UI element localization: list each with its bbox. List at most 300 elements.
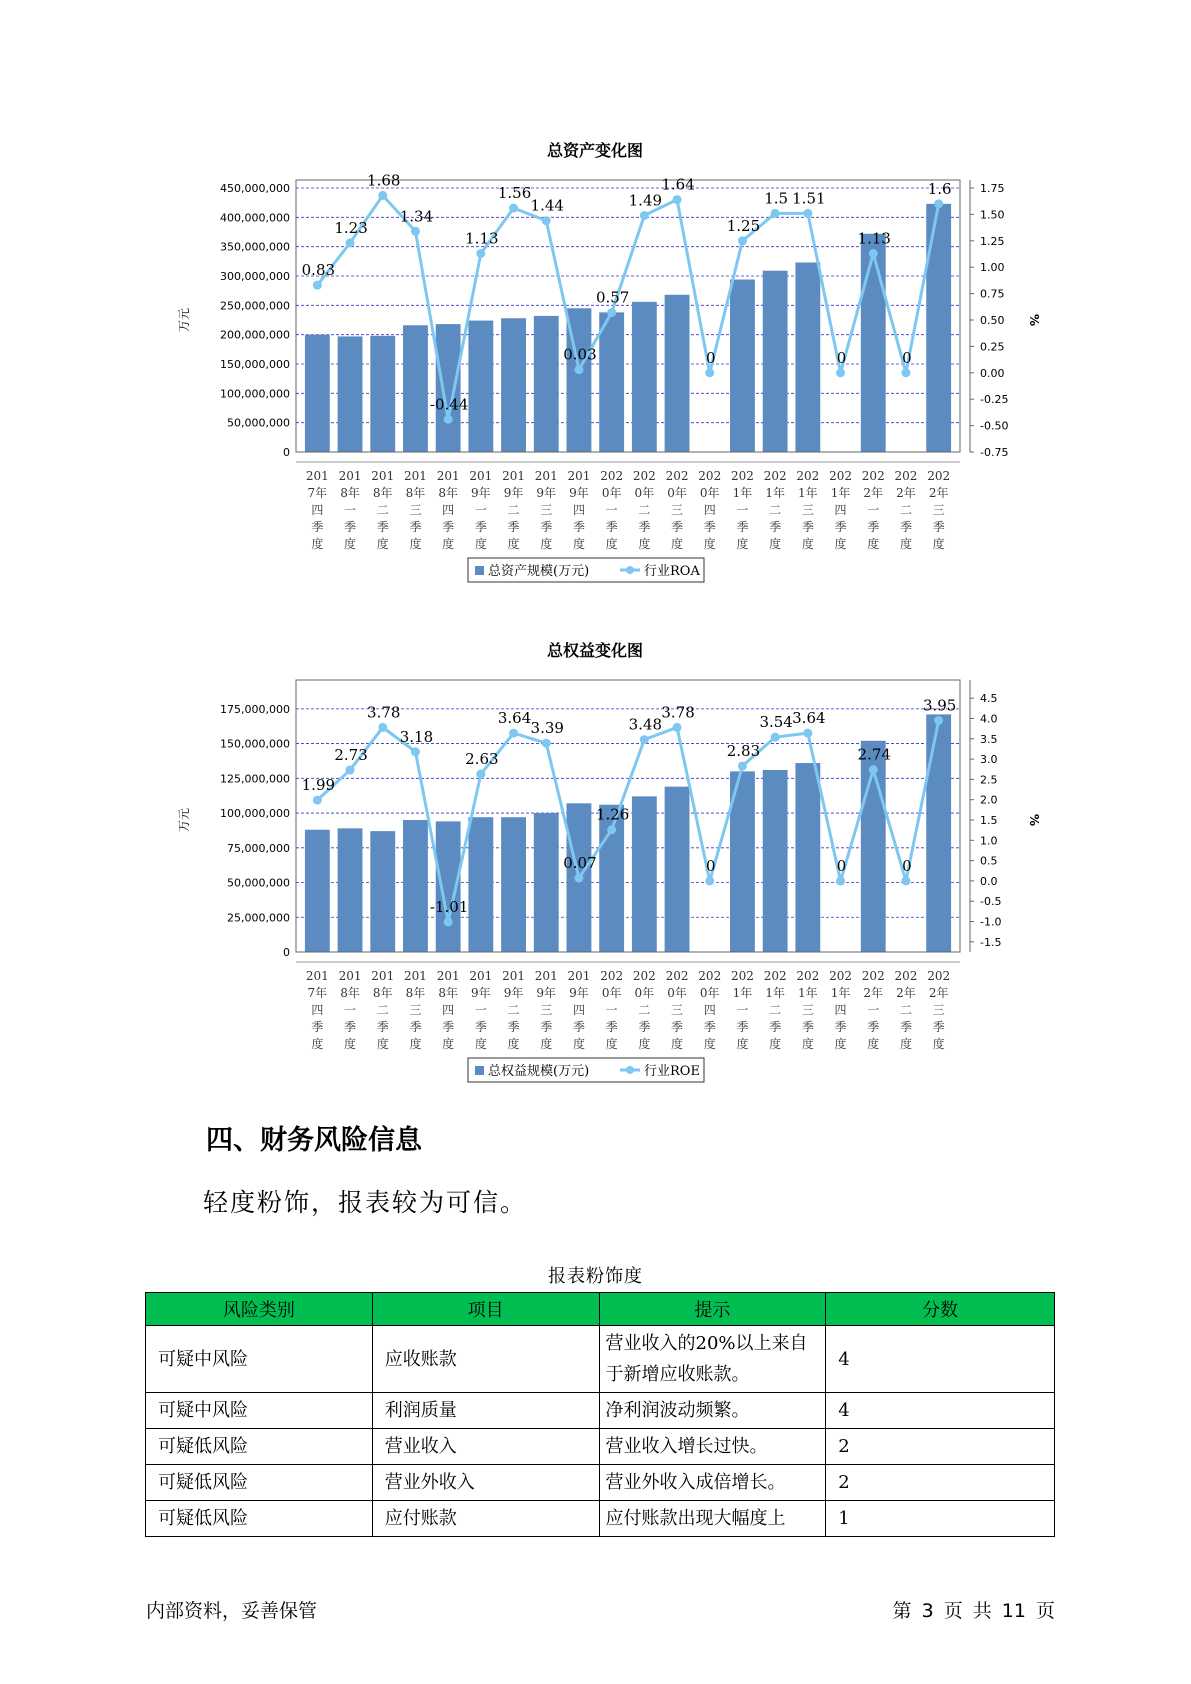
x-tick-label: 201 (534, 969, 558, 983)
table-row (146, 1393, 1055, 1429)
data-label: 0.03 (563, 345, 597, 364)
y-tick-label: 175,000,000 (220, 702, 290, 716)
x-tick-label: 季 (703, 1020, 716, 1034)
line-point (836, 876, 845, 885)
bar (795, 263, 820, 452)
x-tick-label: 季 (638, 1020, 651, 1034)
line-point (607, 308, 616, 317)
x-tick-label: 度 (376, 1037, 389, 1051)
line-point (509, 729, 518, 738)
header-score: 分数 (826, 1293, 1055, 1326)
data-label: 3.64 (497, 709, 532, 728)
data-label: 1.6 (927, 179, 952, 198)
item-cell: 营业外收入 (372, 1465, 599, 1501)
x-tick-label: 度 (801, 537, 814, 551)
y-tick-label: 250,000,000 (220, 299, 290, 313)
data-label: 3.78 (661, 703, 695, 722)
score-cell: 4 (826, 1393, 1055, 1429)
hint-cell: 营业外收入成倍增长。 (599, 1465, 826, 1501)
line-point (574, 365, 583, 374)
legend-line-marker (626, 1066, 634, 1074)
x-tick-label: 0年 (601, 486, 622, 500)
x-tick-label: 季 (736, 1020, 749, 1034)
x-tick-label: 季 (899, 520, 912, 534)
line-point (378, 191, 387, 200)
data-label: 3.18 (399, 727, 434, 746)
x-tick-label: 8年 (372, 486, 393, 500)
x-tick-label: 度 (671, 1037, 684, 1051)
x-tick-label: 1年 (798, 486, 818, 500)
line-point (313, 796, 322, 805)
x-tick-label: 9年 (536, 986, 557, 1000)
x-tick-label: 季 (409, 1020, 422, 1034)
x-tick-label: 1年 (830, 486, 851, 500)
x-tick-label: 1年 (765, 486, 785, 500)
x-tick-label: 季 (572, 1020, 585, 1034)
item-cell: 应收账款 (372, 1326, 599, 1393)
x-tick-label: 季 (605, 520, 618, 534)
x-tick-label: 四 (442, 1003, 455, 1017)
y2-tick-label: 4.5 (980, 692, 998, 706)
data-label: 0 (902, 856, 912, 875)
x-tick-label: 三 (409, 503, 422, 517)
x-tick-label: 201 (469, 469, 493, 483)
x-tick-label: 2年 (928, 986, 949, 1000)
risk-category-cell: 可疑低风险 (146, 1465, 373, 1501)
bar (665, 787, 690, 952)
line-point (607, 825, 616, 834)
x-tick-label: 四 (834, 503, 847, 517)
line-point (444, 917, 453, 926)
x-tick-label: 季 (605, 1020, 618, 1034)
bar (861, 234, 886, 452)
x-tick-label: 度 (703, 537, 716, 551)
x-tick-label: 度 (671, 537, 684, 551)
line-point (346, 238, 355, 247)
bar (501, 318, 526, 452)
bar (730, 280, 755, 452)
data-label: 3.54 (759, 713, 793, 732)
x-tick-label: 202 (698, 469, 722, 483)
x-tick-label: 202 (829, 469, 853, 483)
x-tick-label: 季 (834, 520, 847, 534)
bar (665, 295, 690, 452)
x-tick-label: 202 (796, 969, 820, 983)
line-point (574, 874, 583, 883)
data-label: 2.73 (334, 746, 368, 765)
bar (305, 335, 330, 452)
x-tick-label: 202 (763, 469, 787, 483)
line-point (901, 876, 910, 885)
y2-tick-label: -1.0 (980, 915, 1002, 929)
y2-axis-label: % (1027, 813, 1041, 827)
x-tick-label: 201 (403, 469, 427, 483)
bar (338, 828, 363, 952)
x-tick-label: 度 (834, 1037, 847, 1051)
total-assets-chart (170, 140, 1070, 600)
bar (599, 312, 624, 452)
footer-confidential-note: 内部资料，妥善保管 (146, 1600, 318, 1622)
x-tick-label: 202 (861, 969, 885, 983)
legend-bar-swatch (475, 1066, 484, 1075)
x-tick-label: 季 (442, 520, 455, 534)
x-tick-label: 9年 (471, 486, 491, 500)
y2-tick-label: 2.5 (980, 773, 998, 787)
line-point (771, 733, 780, 742)
bar (403, 325, 428, 452)
y2-tick-label: 1.0 (980, 834, 998, 848)
x-tick-label: 三 (801, 503, 814, 517)
x-tick-label: 二 (376, 1003, 389, 1017)
x-tick-label: 201 (469, 969, 493, 983)
data-label: 1.68 (367, 171, 401, 190)
data-label: 1.23 (334, 218, 368, 237)
line-point (378, 723, 387, 732)
x-tick-label: 四 (442, 503, 455, 517)
x-tick-label: 202 (861, 469, 885, 483)
data-label: 3.39 (530, 719, 564, 738)
line-point (738, 761, 747, 770)
x-tick-label: 度 (507, 1037, 520, 1051)
line-point (934, 199, 943, 208)
bar (534, 813, 559, 952)
line-point (934, 716, 943, 725)
x-tick-label: 7年 (307, 986, 328, 1000)
x-tick-label: 一 (605, 1003, 618, 1017)
x-tick-label: 7年 (307, 486, 328, 500)
x-tick-label: 季 (671, 1020, 684, 1034)
item-cell: 营业收入 (372, 1429, 599, 1465)
line-point (803, 209, 812, 218)
x-tick-label: 季 (474, 1020, 487, 1034)
y2-tick-label: 0.25 (980, 340, 1005, 354)
bar (501, 817, 526, 952)
y-tick-label: 450,000,000 (220, 182, 290, 195)
data-label: 3.95 (922, 696, 957, 715)
hint-cell: 净利润波动频繁。 (599, 1393, 826, 1429)
y2-tick-label: -1.5 (980, 935, 1002, 949)
x-tick-label: 201 (338, 969, 362, 983)
data-label: 1.34 (399, 207, 434, 226)
x-tick-label: 二 (507, 503, 520, 517)
data-label: 0 (836, 856, 847, 875)
x-tick-label: 202 (698, 969, 722, 983)
x-tick-label: 四 (703, 503, 716, 517)
line-point (640, 211, 649, 220)
data-label: 1.5 (764, 189, 789, 208)
bar (763, 271, 788, 452)
risk-category-cell: 可疑低风险 (146, 1501, 373, 1537)
x-tick-label: 9年 (471, 986, 491, 1000)
score-cell: 4 (826, 1326, 1055, 1393)
x-tick-label: 度 (474, 537, 487, 551)
y-tick-label: 200,000,000 (220, 328, 290, 342)
x-tick-label: 8年 (438, 986, 458, 1000)
data-label: 1.99 (301, 776, 336, 795)
x-tick-label: 季 (311, 520, 324, 534)
x-tick-label: 季 (867, 1020, 880, 1034)
x-tick-label: 三 (671, 503, 684, 517)
data-label: 1.51 (792, 189, 826, 208)
score-cell: 2 (826, 1429, 1055, 1465)
y2-tick-label: 4.0 (980, 712, 998, 726)
bar (305, 830, 330, 952)
legend-bar-label: 总资产规模(万元) (488, 564, 590, 579)
legend-line-marker (626, 566, 634, 574)
table-row (146, 1465, 1055, 1501)
x-tick-label: 三 (540, 503, 553, 517)
x-tick-label: 202 (665, 469, 689, 483)
x-tick-label: 202 (763, 969, 787, 983)
x-tick-label: 1年 (732, 986, 753, 1000)
y2-tick-label: 1.25 (980, 234, 1005, 248)
y2-tick-label: 1.50 (980, 208, 1005, 222)
x-tick-label: 度 (834, 537, 847, 551)
hint-cell: 营业收入的20%以上来自于新增应收账款。 (599, 1326, 826, 1393)
y2-axis-label: % (1027, 313, 1041, 327)
x-tick-label: 202 (665, 969, 689, 983)
data-label: 1.26 (595, 805, 630, 824)
x-tick-label: 一 (474, 1003, 487, 1017)
x-tick-label: 202 (829, 969, 853, 983)
x-tick-label: 度 (442, 1037, 455, 1051)
x-tick-label: 度 (703, 1037, 716, 1051)
x-tick-label: 9年 (569, 486, 589, 500)
x-tick-label: 度 (932, 1037, 945, 1051)
data-label: 0.83 (301, 261, 336, 280)
x-tick-label: 一 (867, 503, 880, 517)
x-tick-label: 三 (932, 503, 945, 517)
footer-page-number: 第 3 页 共 11 页 (892, 1600, 1055, 1622)
y2-tick-label: 3.0 (980, 753, 998, 767)
y2-tick-label: 1.75 (980, 182, 1005, 195)
data-label: 0 (705, 856, 716, 875)
line-point (673, 723, 682, 732)
x-tick-label: 201 (305, 969, 329, 983)
x-tick-label: 季 (834, 1020, 847, 1034)
x-tick-label: 0年 (634, 986, 655, 1000)
bar (926, 714, 951, 952)
bar (338, 336, 363, 452)
x-tick-label: 2年 (896, 986, 916, 1000)
x-tick-label: 季 (376, 1020, 389, 1034)
risk-category-cell: 可疑中风险 (146, 1393, 373, 1429)
x-tick-label: 度 (867, 537, 880, 551)
table-row (146, 1429, 1055, 1465)
table-row (146, 1326, 1055, 1393)
y-tick-label: 0 (283, 446, 290, 459)
data-label: 0.57 (595, 288, 630, 307)
bar (370, 336, 395, 452)
total-assets-chart-svg (170, 140, 1070, 600)
bar (436, 324, 461, 452)
x-tick-label: 季 (703, 520, 716, 534)
x-tick-label: 季 (311, 1020, 324, 1034)
data-label: 0.07 (563, 854, 597, 873)
legend-line-label: 行业ROE (644, 1064, 700, 1079)
line-point (542, 216, 551, 225)
y-axis-label: 万元 (177, 807, 191, 833)
bar (763, 770, 788, 952)
x-tick-label: 201 (338, 469, 362, 483)
x-tick-label: 季 (801, 1020, 814, 1034)
x-tick-label: 三 (801, 1003, 814, 1017)
x-tick-label: 季 (540, 1020, 553, 1034)
x-tick-label: 季 (344, 1020, 357, 1034)
x-tick-label: 9年 (536, 486, 557, 500)
table-caption: 报表粉饰度 (548, 1266, 643, 1287)
line-point (509, 204, 518, 213)
x-tick-label: 三 (540, 1003, 553, 1017)
data-label: 3.48 (628, 715, 663, 734)
x-tick-label: 二 (638, 1003, 651, 1017)
x-tick-label: 9年 (569, 986, 589, 1000)
y-tick-label: 0 (283, 946, 290, 959)
chart-title: 总资产变化图 (546, 141, 644, 160)
y-tick-label: 100,000,000 (220, 387, 290, 401)
item-cell: 应付账款 (372, 1501, 599, 1537)
x-tick-label: 度 (932, 537, 945, 551)
y2-tick-label: 1.00 (980, 261, 1005, 275)
y-tick-label: 350,000,000 (220, 240, 290, 254)
x-tick-label: 季 (638, 520, 651, 534)
x-tick-label: 2年 (896, 486, 916, 500)
x-tick-label: 一 (344, 503, 357, 517)
x-tick-label: 0年 (667, 986, 687, 1000)
x-tick-label: 季 (769, 1020, 782, 1034)
header-hint: 提示 (599, 1293, 826, 1326)
x-tick-label: 8年 (340, 986, 360, 1000)
x-tick-label: 度 (801, 1037, 814, 1051)
x-tick-label: 1年 (798, 986, 818, 1000)
line-point (411, 227, 420, 236)
x-tick-label: 三 (409, 1003, 422, 1017)
x-tick-label: 一 (344, 1003, 357, 1017)
header-risk-category: 风险类别 (146, 1293, 373, 1326)
x-tick-label: 度 (311, 1037, 324, 1051)
x-tick-label: 度 (474, 1037, 487, 1051)
data-label: 1.13 (465, 229, 499, 248)
bar (632, 302, 657, 452)
total-equity-chart (170, 640, 1070, 1100)
table-header-row (146, 1293, 1055, 1326)
x-tick-label: 四 (703, 1003, 716, 1017)
line-point (901, 368, 910, 377)
x-tick-label: 1年 (765, 986, 785, 1000)
x-tick-label: 四 (311, 503, 324, 517)
risk-table (145, 1292, 1055, 1537)
x-tick-label: 1年 (830, 986, 851, 1000)
x-tick-label: 201 (305, 469, 329, 483)
x-tick-label: 0年 (699, 986, 720, 1000)
x-tick-label: 201 (436, 969, 460, 983)
x-tick-label: 季 (769, 520, 782, 534)
x-tick-label: 0年 (601, 986, 622, 1000)
line-point (869, 765, 878, 774)
x-tick-label: 一 (605, 503, 618, 517)
legend-line-label: 行业ROA (644, 564, 700, 579)
x-tick-label: 度 (540, 537, 553, 551)
x-tick-label: 202 (927, 969, 951, 983)
y-tick-label: 50,000,000 (227, 876, 290, 890)
x-tick-label: 一 (474, 503, 487, 517)
x-tick-label: 度 (867, 1037, 880, 1051)
bar (468, 321, 493, 452)
x-tick-label: 季 (801, 520, 814, 534)
data-label: -1.01 (429, 897, 469, 916)
x-tick-label: 度 (540, 1037, 553, 1051)
line-point (673, 195, 682, 204)
x-tick-label: 0年 (699, 486, 720, 500)
x-tick-label: 季 (572, 520, 585, 534)
x-tick-label: 季 (344, 520, 357, 534)
data-label: 2.83 (726, 741, 761, 760)
x-tick-label: 季 (932, 520, 945, 534)
y2-tick-label: 0.0 (980, 874, 998, 888)
x-tick-label: 202 (600, 469, 624, 483)
x-tick-label: 201 (502, 469, 526, 483)
x-tick-label: 三 (671, 1003, 684, 1017)
x-tick-label: 度 (899, 1037, 912, 1051)
x-tick-label: 8年 (438, 486, 458, 500)
x-tick-label: 8年 (340, 486, 360, 500)
bar (403, 820, 428, 952)
x-tick-label: 一 (736, 503, 749, 517)
y-tick-label: 150,000,000 (220, 737, 290, 751)
y2-tick-label: -0.5 (980, 895, 1002, 909)
line-point (705, 876, 714, 885)
x-tick-label: 二 (507, 1003, 520, 1017)
x-tick-label: 三 (932, 1003, 945, 1017)
line-point (346, 766, 355, 775)
hint-cell: 应付账款出现大幅度上 (599, 1501, 826, 1537)
line-point (476, 770, 485, 779)
data-label: 3.78 (367, 703, 401, 722)
x-tick-label: 1年 (732, 486, 753, 500)
score-cell: 1 (826, 1501, 1055, 1537)
x-tick-label: 202 (730, 469, 754, 483)
x-tick-label: 度 (638, 537, 651, 551)
data-label: 1.25 (726, 216, 761, 235)
y2-tick-label: 0.75 (980, 287, 1005, 301)
x-tick-label: 8年 (372, 986, 393, 1000)
legend-bar-swatch (475, 566, 484, 575)
y-tick-label: 400,000,000 (220, 211, 290, 225)
x-tick-label: 2年 (863, 986, 884, 1000)
data-label: 1.49 (628, 191, 663, 210)
line-point (869, 249, 878, 258)
bar (795, 763, 820, 952)
x-tick-label: 一 (736, 1003, 749, 1017)
line-point (738, 236, 747, 245)
y2-tick-label: -0.50 (980, 419, 1009, 433)
y-axis-label: 万元 (177, 307, 191, 333)
x-tick-label: 二 (769, 1003, 782, 1017)
x-tick-label: 度 (736, 1037, 749, 1051)
bar (468, 817, 493, 952)
x-tick-label: 度 (344, 537, 357, 551)
y2-tick-label: 3.5 (980, 732, 998, 746)
data-label: 0 (836, 348, 847, 367)
y2-tick-label: 0.50 (980, 314, 1005, 327)
data-label: 1.56 (497, 184, 532, 203)
y-tick-label: 25,000,000 (227, 911, 290, 925)
line-point (444, 415, 453, 424)
y-tick-label: 150,000,000 (220, 358, 290, 371)
x-tick-label: 度 (638, 1037, 651, 1051)
x-tick-label: 202 (796, 469, 820, 483)
line-point (836, 368, 845, 377)
